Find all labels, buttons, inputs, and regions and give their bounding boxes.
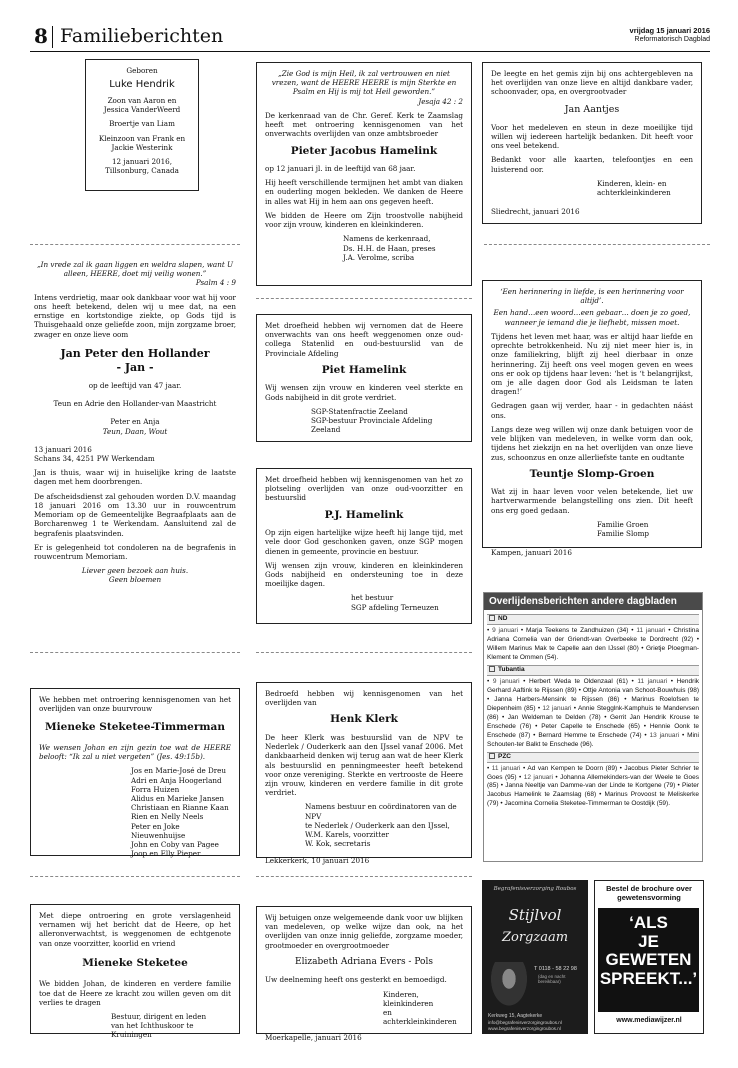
signature-line: Kinderen, kleinkinderen	[383, 989, 434, 1008]
notice-text: De afscheidsdienst zal gehouden worden D.V. maandag 18 januari 2016 om 13.30 uur in rouwcentrum Memoriam op de Gemeentelijke Begraafplaats aan de Borcharenweg 1 te Werkendam. Aansluitend zal de begrafenis plaatsvinden.	[34, 491, 236, 538]
ad-roubos-phone-sub: (dag en nacht bereikbaar)	[538, 974, 566, 984]
notice-quote-ref: Jesaja 42 : 2	[418, 96, 463, 106]
notice-text: Langs deze weg willen wij onze dank betuigen voor de vele blijken van medeleven, in welke vorm dan ook, tijdens het ziekzijn en na het overlijden van onze lieve zus, schoonzus en onze allerliefste tante en oudtante	[491, 424, 693, 462]
notice-age: op de leeftijd van 47 jaar.	[88, 380, 182, 390]
notice-signature	[491, 520, 693, 538]
entry-text: Gerrit Jan Hendrik Krouse te Enschede (76)	[487, 713, 700, 730]
signature-line: Peter en Joke Nieuwenhuijse	[131, 821, 186, 840]
notice-birth	[85, 59, 199, 191]
paper-name: Tubantia	[498, 665, 525, 673]
overlijdens-list	[484, 610, 702, 811]
notice-text: Tijdens het leven met haar, was er altijd haar liefde en oprechte betrokkenheid. Nu zij niet meer hier is, in onze familiekring, blijft zij heel dierbaar in onze herinnering. Zij heeft ons veel mogen geven en wees ons er ook op tijdens haar leven: ‘het is ‘t belangrijkst, om je alle dagen door God als Leidsman te laten dragen!’	[491, 331, 693, 397]
notice-name: Mieneke Steketee	[82, 956, 188, 969]
ad-mediawijzer-header: Bestel de brochure over gewetensvorming	[606, 884, 692, 902]
ad-roubos-top: Begrafenisverzorging Roubos	[493, 886, 577, 892]
notice-klerk	[256, 682, 472, 865]
ad-roubos-script: Stijlvol	[508, 906, 562, 924]
birth-line: Kleinzoon van Frank en Jackie Westerink	[98, 133, 186, 152]
signature-line: Adri en Anja Hoogerland	[131, 775, 222, 785]
overlijdens-paper-name	[487, 665, 699, 676]
entry-date: 11 januari	[637, 677, 668, 685]
entry-date: 9 januari	[492, 677, 520, 685]
overlijdens-entries: • 9 januari • Herbert Weda te Oldenzaal (61) • 11 januari • Hendrik Gerhard Aaftink te Rijssen (89) • Ottje Antonia van Schoot-Bouwhuis (98) • Janna Harbers-Mensink te Rijssen (86) • Marinus Roelofsen te Diepenheim (85) • 12 januari • Annie Stegglnk-Kamphuis te Mandervsen (86) • Jan Weldeman te Delden (78) • Gerrit Jan Hendrik Krouse te Enschede (76) • Peter Capelle te Enschede (65) • Hennie Oonk te Enschede (87) • Bernard Hemme te Enschede (74) • 13 januari • Mini Schouten-ter Balkt te Enschede (96).	[487, 677, 700, 748]
entry-text: Jacomina Cornelia Steketee-Timmerman te Oostdijk (59).	[504, 800, 671, 808]
signature-line: SGP-bestuur Provinciale Afdeling Zeeland	[311, 415, 433, 435]
notice-text: Wat zij in haar leven voor velen betekende, liet uw hartverwarmende belangstelling ons zien. Dit heeft ons erg goed gedaan.	[491, 487, 693, 515]
signature-line: achterkleinkinderen	[597, 188, 671, 198]
entry-text: Bernard Hemme te Enschede (74)	[538, 731, 642, 739]
bullet-icon: •	[693, 635, 699, 643]
notice-family: Teun en Adrie den Hollander-van Maastricht	[53, 399, 217, 409]
entry-date: 11 januari	[636, 626, 666, 634]
notice-name: Henk Klerk	[330, 713, 398, 726]
ad-roubos-portrait	[488, 962, 530, 1010]
notice-quote: „Zie God is mijn Heil, ik zal vertrouwen en niet vrezen, want de HEERE HEERE is mijn Sterkte en Psalm en Hij is mij tot Heil geworden.”	[271, 69, 457, 97]
notice-text: Op zijn eigen hartelijke wijze heeft hij lange tijd, met vele door God geschonken gaven, onze SGP mogen dienen in gemeente, provincie en bestuur.	[265, 528, 463, 556]
bullet-icon: •	[617, 764, 625, 772]
bullet-icon: •	[530, 731, 539, 739]
page-number: 8	[34, 24, 48, 48]
notice-text: Uw deelneming heeft ons gesterkt en bemoedigd.	[265, 975, 447, 985]
notice-text: We bidden Johan, de kinderen en verdere familie toe dat de Heere ze kracht zou willen geven om dit verlies te dragen	[39, 979, 231, 1007]
ad-slogan-line: GEWETEN	[605, 950, 692, 970]
notice-name: Jan Aantjes	[564, 103, 620, 115]
entry-text: Marinus Roelofsen te Diepenheim (85)	[487, 695, 700, 712]
notice-name: P.J. Hamelink	[324, 508, 404, 521]
entry-text: Grietje Ploegman-Klement te Ommen (54).	[487, 644, 699, 661]
notice-signature	[491, 179, 693, 197]
notice-age: op 12 januari jl. in de leeftijd van 68 jaar.	[265, 163, 416, 173]
notice-name: Teuntje Slomp-Groen	[529, 467, 655, 480]
signature-line: het bestuur	[351, 593, 394, 603]
signature-line: Joop en Elly Pieper	[131, 849, 201, 859]
entry-date: 13 januari	[649, 731, 680, 739]
notice-nickname: - Jan -	[116, 360, 154, 374]
notice-intro: We hebben met ontroering kennisgenomen van het overlijden van onze buurvrouw	[39, 695, 231, 714]
bullet-icon: •	[641, 731, 650, 739]
signature-line: Bestuur, dirigent en leden	[111, 1011, 207, 1021]
bullet-icon: •	[596, 791, 605, 799]
notice-signature	[39, 1012, 231, 1040]
ad-roubos-phone: T 0118 - 58 22 98	[534, 966, 577, 972]
entry-text: Ad van Kempen te Doorn (89)	[527, 764, 618, 772]
bullet-icon: •	[576, 686, 583, 694]
signature-line: Rien en Nelly Neels	[131, 812, 204, 822]
entry-text: Jacobus Pieter Schrier te Goes (95)	[487, 764, 699, 781]
entry-text: Hendrik Gerhard Aaftink te Rijssen (89)	[487, 677, 700, 694]
notice-quote: Een hand…een woord…een gebaar… doen je zo goed, wanneer je iemand die je liefhebt, missen moet.	[493, 308, 691, 327]
separator	[30, 652, 240, 653]
notice-text: We wensen Johan en zijn gezin toe wat de HEERE belooft: “Ik zal u niet vergeten” (Jes. 49:15b).	[39, 742, 231, 762]
notice-quote: „In vrede zal ik gaan liggen en weldra slapen, want U alleen, HEERE, doet mij veilig wonen.”	[36, 260, 234, 279]
notice-signature	[265, 234, 463, 262]
bullet-icon: •	[675, 782, 683, 790]
notice-closing: Liever geen bezoek aan huis.	[81, 566, 189, 576]
signature-line: SGP-Statenfractie Zeeland	[311, 406, 408, 416]
notice-text: Gedragen gaan wij verder, haar - in gedachten náást ons.	[491, 401, 693, 420]
birth-line: 12 januari 2016, Tillsonburg, Canada	[105, 157, 179, 176]
entry-date: 11 januari	[491, 764, 521, 772]
notice-signature	[39, 766, 231, 858]
ad-mediawijzer[interactable]	[594, 880, 704, 1034]
masthead-date: vrijdag 15 januari 2016	[629, 26, 710, 35]
entry-text: Jan Weldeman te Delden (78)	[507, 713, 601, 721]
notice-intro: Intens verdrietig, maar ook dankbaar voor wat hij voor ons heeft betekend, delen wij u mee dat, na een ernstige en kortstondige ziekte, op Gods tijd is Thuisgehaald onze geliefde zoon, mijn zorgzame broer, zwager en onze lieve oom	[34, 292, 236, 339]
notice-text: We bidden de Heere om Zijn troostvolle nabijheid voor zijn vrouw, kinderen en kleinkinderen.	[265, 210, 463, 230]
notice-signature	[265, 990, 463, 1027]
notice-steketee-koor	[30, 904, 240, 1040]
ad-roubos-email: info@begrafenisverzorgingroubos.nl	[488, 1020, 562, 1025]
entry-text: Mini Schouten-ter Balkt te Enschede (96).	[487, 731, 699, 748]
notice-intro: Met droefheid hebben wij kennisgenomen van het zo plotseling overlijden van onze oud-voorzitter en bestuurslid	[265, 475, 463, 503]
notice-evers	[256, 906, 472, 1043]
signature-line: en achterkleinkinderen	[383, 1008, 457, 1027]
overlijdens-title: Overlijdensberichten andere dagbladen	[484, 593, 702, 610]
separator	[256, 298, 472, 299]
checkbox-icon	[489, 753, 495, 759]
entry-text: Marinus Provoost te Meliskerke (79)	[487, 791, 699, 808]
masthead-rule	[30, 51, 710, 52]
signature-line: Christiaan en Rianne Kaan	[131, 803, 229, 813]
signature-line: Familie Slomp	[597, 529, 649, 539]
ad-roubos-script: Zorgzaam	[501, 930, 569, 945]
overlijdens-panel	[483, 592, 703, 862]
ad-mediawijzer-url[interactable]: www.mediawijzer.nl	[616, 1017, 682, 1024]
entry-text: Christina Adriana Cornelia van der Griendt-van Overbeeke te Dordrecht (92)	[487, 626, 700, 643]
notice-quote-ref: Psalm 4 : 9	[195, 278, 236, 288]
bullet-icon: •	[487, 626, 493, 634]
bullet-icon: •	[638, 644, 646, 652]
notice-text: Bedankt voor alle kaarten, telefoontjes en een luisterend oor.	[491, 155, 693, 174]
overlijdens-entries: • 9 januari • Marja Teekens te Zandhuizen (34) • 11 januari • Christina Adriana Cornelia van der Griendt-van Overbeeke te Dordrecht (92) • Willem Marinus Mak te Capelle aan den IJssel (80) • Grietje Ploegman-Klement te Ommen (54).	[487, 626, 700, 661]
bullet-icon: •	[498, 782, 506, 790]
paper-name: PZC	[498, 752, 511, 760]
ad-slogan-line: SPREEKT...’	[599, 969, 698, 989]
birth-line: Zoon van Aaron en Jessica VanderWeerd	[103, 96, 181, 115]
bullet-icon: •	[535, 704, 543, 712]
signature-line: Jos en Marie-José de Dreu	[131, 766, 227, 776]
signature-line: Forra Huizen	[131, 784, 180, 794]
notice-name: Piet Hamelink	[321, 363, 407, 376]
bullet-icon: •	[516, 773, 524, 781]
notice-text: Jan is thuis, waar wij in huiselijke kring de laatste dagen met hem doorbrengen.	[34, 468, 236, 487]
notice-family: Teun, Daan, Wout	[102, 426, 168, 436]
notice-slomp	[482, 280, 702, 558]
entry-date: 9 januari	[492, 626, 519, 634]
bullet-icon: •	[600, 713, 610, 721]
signature-line: John en Coby van Pagee	[131, 840, 219, 850]
birth-heading: Geboren	[126, 66, 158, 75]
signature-line: J.A. Verolme, scriba	[343, 252, 415, 262]
entry-date: 12 januari	[523, 773, 553, 781]
notice-name: Elizabeth Adriana Evers - Pols	[295, 956, 433, 967]
separator	[256, 652, 472, 653]
checkbox-icon	[489, 666, 495, 672]
checkbox-icon	[489, 615, 495, 621]
notice-text: Wij wensen zijn vrouw en kinderen veel sterkte en Gods nabijheid in dit grote verdriet.	[265, 383, 463, 402]
bullet-icon: •	[487, 695, 495, 703]
signature-line: W. Kok, secretaris	[305, 839, 371, 849]
notice-text: Er is gelegenheid tot condoleren na de begrafenis in rouwcentrum Memoriam.	[34, 542, 236, 561]
signature-line: Familie Groen	[597, 519, 649, 529]
separator	[30, 244, 240, 245]
bullet-icon: •	[627, 677, 638, 685]
signature-line: van het Ichthuskoor te Kruiningen	[111, 1021, 194, 1040]
notice-aantjes	[482, 62, 702, 224]
bullet-icon: •	[639, 722, 650, 730]
paper-name: ND	[498, 615, 508, 622]
bullet-icon: •	[498, 800, 505, 808]
bullet-icon: •	[628, 626, 637, 634]
entry-text: Pieter Jacobus Hamelink te Zaamslag (68)	[487, 782, 700, 799]
notice-place: Sliedrecht, januari 2016	[491, 207, 580, 217]
entry-text: Willem Marinus Mak te Capelle aan den IJssel (80)	[487, 644, 639, 652]
notice-place: Moerkapelle, januari 2016	[265, 1033, 362, 1043]
signature-line: Kinderen, klein- en	[597, 178, 667, 188]
notice-piet-hamelink	[256, 314, 472, 442]
notice-intro: De leegte en het gemis zijn bij ons achtergebleven na het overlijden van onze lieve en altijd dankbare vader, schoonvader, opa, en overgrootvader	[491, 69, 693, 97]
notice-steketee-buren	[30, 688, 240, 859]
notice-text: Voor het medeleven en steun in deze moeilijke tijd willen wij iedereen hartelijk bedanken. Dit heeft voor ons veel betekend.	[491, 122, 693, 151]
masthead-divider	[52, 26, 53, 48]
bullet-icon: •	[487, 764, 492, 772]
notice-quote: ‘Een herinnering in liefde, is een herinnering voor altijd’.	[500, 287, 684, 306]
entry-text: Herbert Weda te Oldenzaal (61)	[528, 677, 628, 685]
signature-line: W.M. Karels, voorzitter	[305, 830, 389, 840]
bullet-icon: •	[531, 722, 542, 730]
bullet-icon: •	[619, 695, 632, 703]
entry-text: Janna Harbers-Mensink te Rijssen (86)	[494, 695, 620, 703]
signature-line: Namens de kerkenraad,	[343, 234, 431, 244]
entry-date: 12 januari	[542, 704, 572, 712]
entry-text: Johanna Allemekinders-van der Weele te Goes (85)	[487, 773, 699, 790]
notice-intro: Met droefheid hebben wij vernomen dat de Heere onverwachts van ons heeft weggenomen onze oud-collega Statenlid en oud-bestuurslid van de Provinciale Afdeling	[265, 321, 463, 358]
entry-text: Janna Neeltje van Damme-van der Linde te Kortgene (79)	[505, 782, 676, 790]
entry-text: Annie Stegglnk-Kamphuis te Mandervsen (86)	[487, 704, 699, 721]
notice-family: Peter en Anja	[110, 417, 160, 427]
notice-signature	[265, 802, 463, 848]
entry-text: Hennie Oonk te Enschede (87)	[487, 722, 699, 739]
notice-address: Schans 34, 4251 PW Werkendam	[34, 454, 155, 463]
separator	[30, 876, 240, 877]
notice-intro: Met diepe ontroering en grote verslagenheid vernamen wij het bericht dat de Heere, op het alleronverwachtst, is weggenomen de echtgenote van onze voorzitter, koorlid en vriend	[39, 911, 231, 948]
notice-text: De heer Klerk was bestuurslid van de NPV te Nederlek / Ouderkerk aan den IJssel vanaf 2006. Met dankbaarheid denken wij terug aan wat de heer Klerk als bestuurslid en penningmeester heeft betekend voor onze vereniging. Sterkte en vertroostе de Heere zijn vrouw, kinderen en verdere familie in dit grote verdriet.	[265, 732, 463, 798]
notice-name: Mieneke Steketee-Timmerman	[45, 721, 225, 734]
notice-hamelink-kerk	[256, 62, 472, 286]
masthead	[30, 22, 710, 50]
notice-place: Kampen, januari 2016	[491, 548, 572, 558]
notice-text: Wij wensen zijn vrouw, kinderen en kleinkinderen Gods nabijheid en ondersteuning toe in deze moeilijke dagen.	[265, 560, 463, 589]
ad-roubos-address: Kerkweg 15, Aagtekerke	[488, 1013, 543, 1019]
notice-signature	[265, 593, 463, 611]
notice-pj-hamelink	[256, 468, 472, 624]
ad-slogan-line: ‘ALS	[629, 913, 668, 932]
signature-line: SGP afdeling Terneuzen	[351, 602, 439, 612]
notice-closing: Geen bloemen	[108, 575, 162, 585]
notice-text: Hij heeft verschillende termijnen het ambt van diaken en ouderling mogen bekleden. We danken de Heere in alles wat Hij in hem aan ons gegeven heeft.	[265, 178, 463, 206]
notice-signature	[265, 407, 463, 435]
notice-name: Pieter Jacobus Hamelink	[290, 144, 438, 157]
section-title: Familieberichten	[60, 25, 224, 47]
entry-text: Ottje Antonia van Schoot-Bouwhuis (98)	[582, 686, 700, 694]
entry-text: Peter Capelle te Enschede (65)	[541, 722, 640, 730]
entry-text: Marja Teekens te Zandhuizen (34)	[525, 626, 629, 634]
notice-intro: Bedroefd hebben wij kennisgenomen van het overlijden van	[265, 689, 463, 708]
separator	[484, 244, 710, 245]
overlijdens-paper-name	[487, 614, 699, 625]
signature-line: Ds. H.H. de Haan, preses	[343, 243, 436, 253]
signature-line: Alidus en Marieke Jansen	[131, 793, 225, 803]
masthead-newspaper: Reformatorisch Dagblad	[634, 36, 710, 43]
ad-roubos-web[interactable]: www.begrafenisverzorgingroubos.nl	[488, 1026, 561, 1031]
notice-hollander	[30, 254, 240, 622]
notice-date: 13 januari 2016	[34, 444, 92, 454]
notice-name: Jan Peter den Hollander	[60, 346, 210, 360]
bullet-icon: •	[487, 677, 493, 685]
overlijdens-paper-name	[487, 752, 699, 763]
ad-mediawijzer-slogan-box	[598, 908, 699, 1012]
overlijdens-entries: • 11 januari • Ad van Kempen te Doorn (89) • Jacobus Pieter Schrier te Goes (95) • 12 januari • Johanna Allemekinders-van der Weele te Goes (85) • Janna Neeltje van Damme-van der Linde te Kortgene (79) • Pieter Jacobus Hamelink te Zaamslag (68) • Marinus Provoost te Meliskerke (79) • Jacomina Cornelia Steketee-Timmerman te Oostdijk (59).	[487, 764, 700, 808]
notice-place: Lekkerkerk, 10 januari 2016	[265, 855, 370, 865]
birth-line: Broertje van Liam	[109, 119, 175, 129]
bullet-icon: •	[498, 713, 508, 721]
signature-line: Namens bestuur en coördinatoren van de NPV	[305, 802, 457, 821]
signature-line: te Nederlek / Ouderkerk aan den IJssel,	[305, 820, 450, 830]
separator	[256, 876, 472, 877]
birth-name: Luke Hendrik	[109, 79, 175, 91]
notice-intro: De kerkenraad van de Chr. Geref. Kerk te Zaamslag heeft met ontroering kennisgenomen van het onverwachts overlijden van onze ambtsbroeder	[265, 110, 463, 139]
ad-slogan-line: JE	[638, 931, 659, 951]
notice-intro: Wij betuigen onze welgemeende dank voor uw blijken van medeleven, op welke wijze dan ook, na het overlijden van onze innig geliefde, zorgzame moeder, grootmoeder en overgrootmoeder	[265, 913, 463, 950]
ad-roubos[interactable]	[482, 880, 588, 1034]
